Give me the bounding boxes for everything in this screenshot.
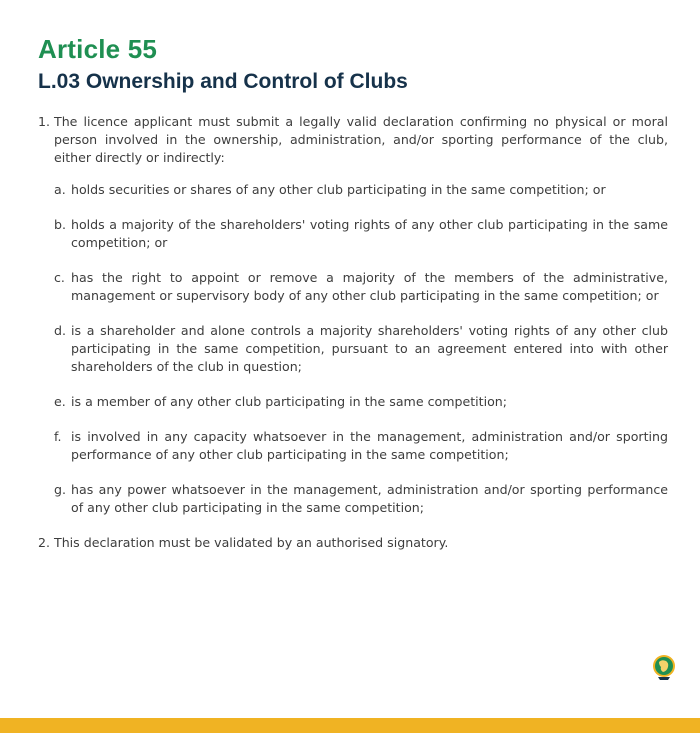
article-title: L.03 Ownership and Control of Clubs: [38, 70, 408, 93]
sub-item-text: is a shareholder and alone controls a majority shareholders' voting rights of any other club participating in the same competition, pursuant to an agreement entered into with other shareholders of the club in question;: [71, 323, 668, 374]
sub-item-text: has any power whatsoever in the management, administration and/or sporting performance of any other club participating in the same competition;: [71, 482, 668, 515]
sub-item-d: [54, 322, 668, 376]
article-body: [38, 113, 668, 552]
sub-item-text: holds a majority of the shareholders' voting rights of any other club participating in the same competition; or: [71, 217, 668, 250]
list-item-2: [38, 534, 668, 552]
article-heading: Article 55: [38, 34, 158, 64]
sub-item-g: [54, 481, 668, 517]
sub-item-letter: b.: [54, 217, 66, 232]
sub-item-text: has the right to appoint or remove a majority of the members of the administrative, management or supervisory body of any other club participating in the same competition; or: [71, 270, 668, 303]
sub-item-text: is a member of any other club participating in the same competition;: [71, 394, 508, 409]
list-item-1: [38, 113, 668, 167]
sub-item-letter: c.: [54, 270, 65, 285]
sub-item-letter: a.: [54, 182, 66, 197]
sub-item-b: [54, 216, 668, 252]
list-item-number: 2.: [38, 535, 51, 550]
header: [38, 34, 408, 96]
sub-item-letter: g.: [54, 482, 66, 497]
sub-item-letter: e.: [54, 394, 66, 409]
list-item-text: This declaration must be validated by an authorised signatory.: [54, 535, 449, 550]
list-item-number: 1.: [38, 114, 51, 129]
sub-item-letter: f.: [54, 429, 62, 444]
bottom-accent-bar: [0, 718, 700, 733]
sub-item-letter: d.: [54, 323, 66, 338]
sub-item-e: [54, 393, 668, 411]
sub-item-text: holds securities or shares of any other club participating in the same competition; or: [71, 182, 606, 197]
list-item-text: The licence applicant must submit a legally valid declaration confirming no physical or moral person involved in the ownership, administration, and/or sporting performance of the club, either directly or indirectly:: [54, 114, 668, 165]
caf-logo-icon: [650, 653, 678, 681]
sub-list: [38, 181, 668, 517]
sub-item-f: [54, 428, 668, 464]
sub-item-text: is involved in any capacity whatsoever in the management, administration and/or sporting performance of any other club participating in the same competition;: [71, 429, 668, 462]
sub-item-a: [54, 181, 668, 199]
sub-item-c: [54, 269, 668, 305]
